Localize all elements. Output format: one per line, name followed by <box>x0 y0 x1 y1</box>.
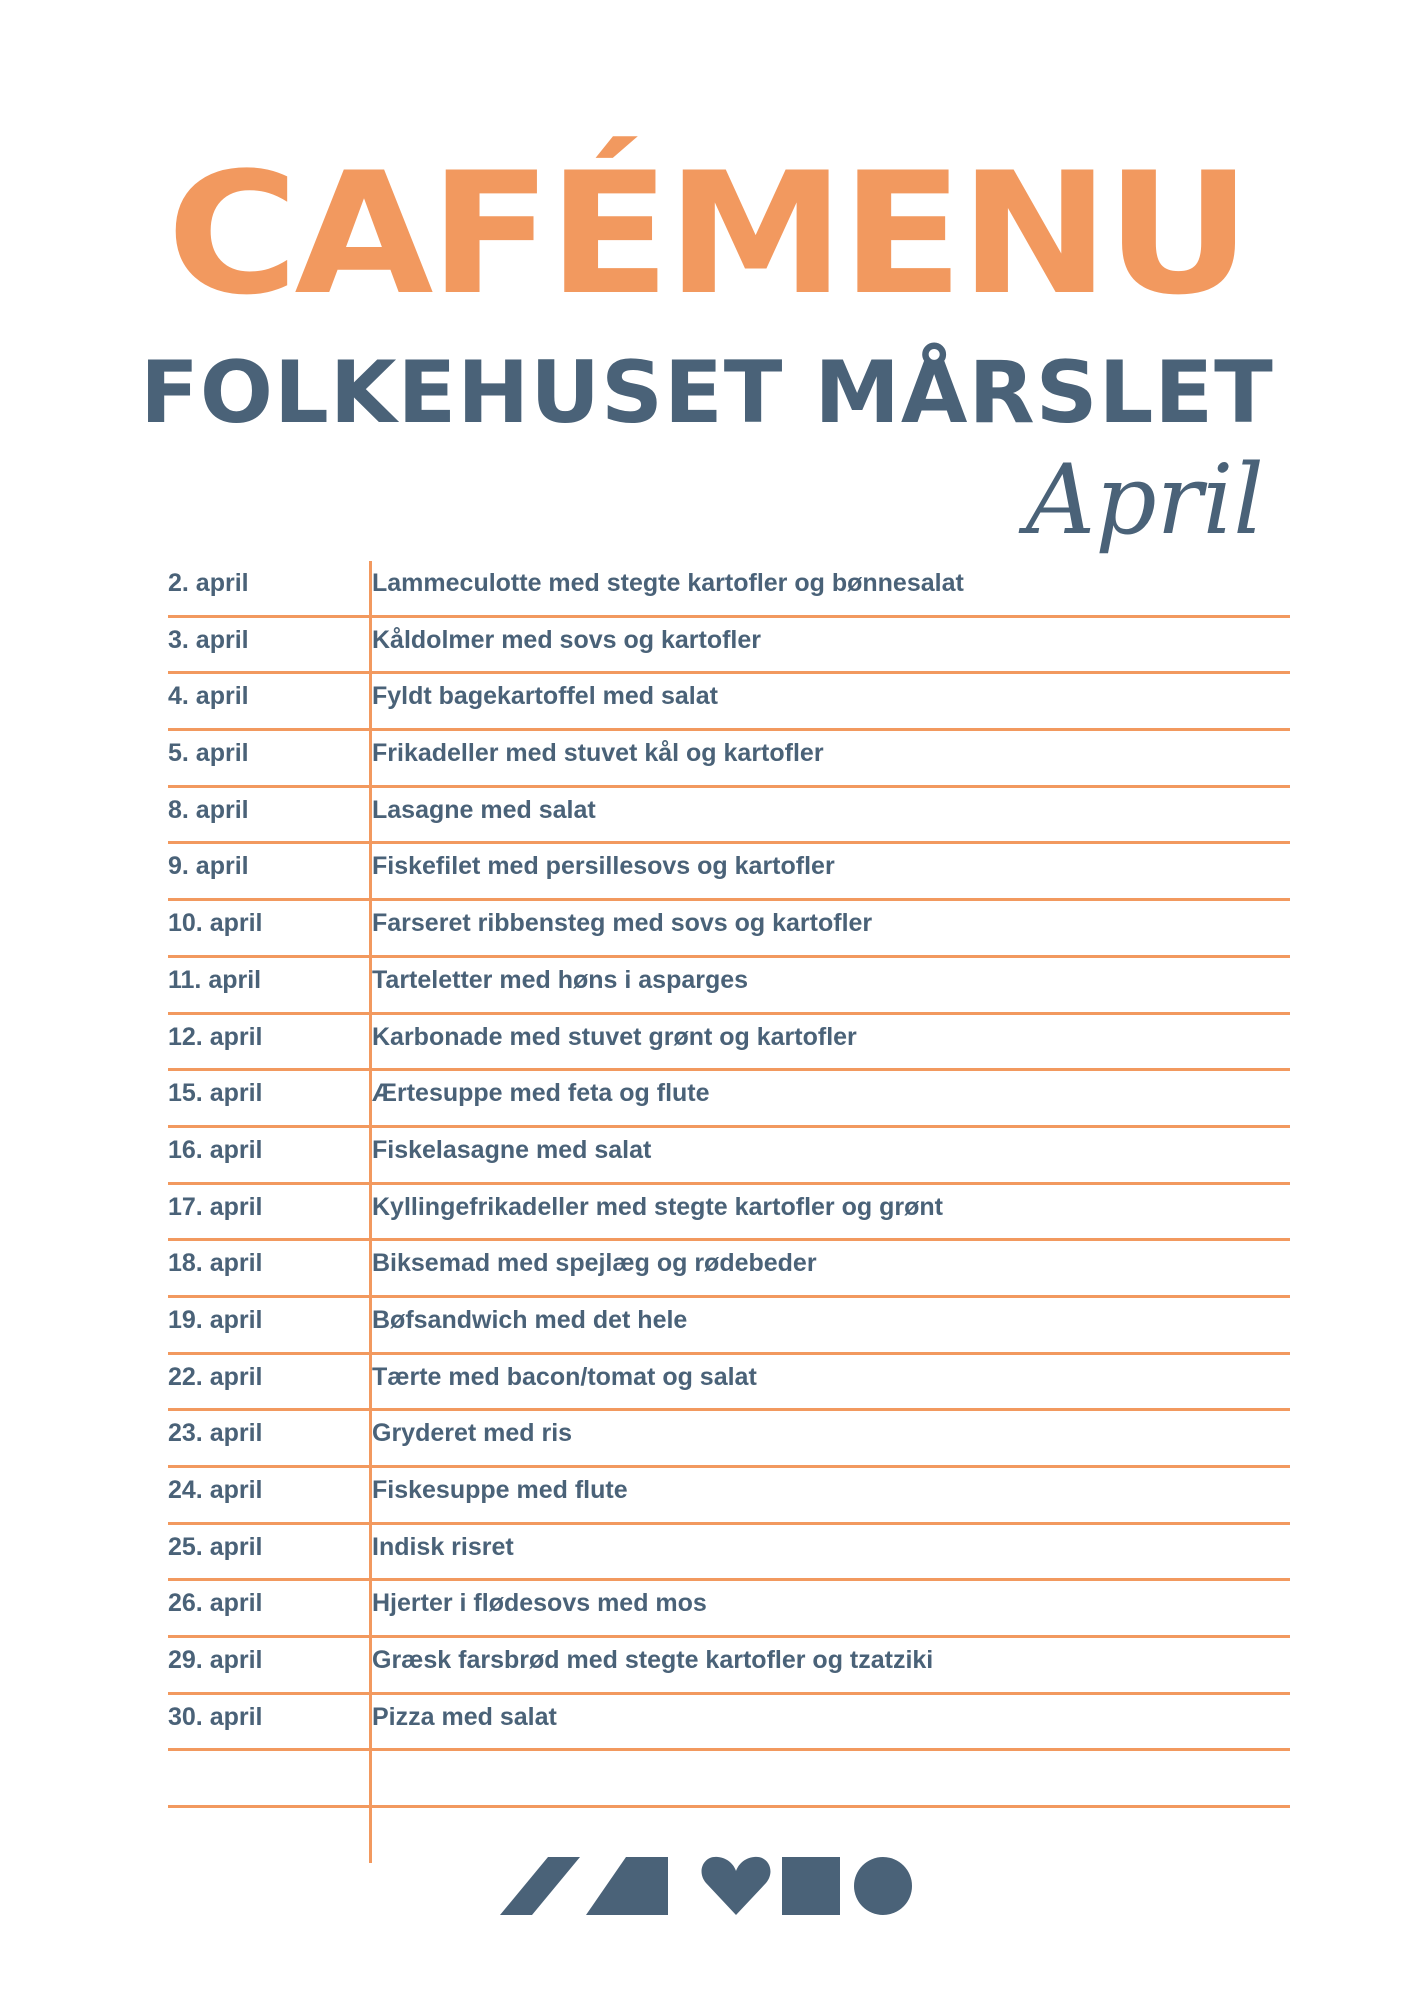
menu-row <box>168 1525 1290 1582</box>
menu-row <box>168 1695 1290 1752</box>
menu-list <box>168 561 1290 1808</box>
menu-row <box>168 958 1290 1015</box>
menu-date: 15. april <box>168 1079 263 1108</box>
circle-shape <box>854 1857 912 1915</box>
menu-dish: Frikadeller med stuvet kål og kartofler <box>372 739 824 768</box>
menu-date: 11. april <box>168 965 262 994</box>
menu-date: 22. april <box>168 1362 263 1391</box>
menu-dish: Tærte med bacon/tomat og salat <box>372 1362 757 1391</box>
month-label: April <box>1025 444 1264 556</box>
menu-date: 4. april <box>168 682 249 711</box>
menu-row <box>168 561 1290 618</box>
menu-row <box>168 1638 1290 1695</box>
menu-row <box>168 1581 1290 1638</box>
menu-row <box>168 1468 1290 1525</box>
heart-icon <box>702 1857 771 1915</box>
menu-row <box>168 844 1290 901</box>
menu-date: 8. april <box>168 795 249 824</box>
menu-date: 30. april <box>168 1702 263 1731</box>
menu-row <box>168 1298 1290 1355</box>
menu-date: 16. april <box>168 1135 263 1164</box>
folkehuset-logo <box>500 1855 920 1917</box>
menu-date: 23. april <box>168 1419 263 1448</box>
menu-date: 17. april <box>168 1192 263 1221</box>
page-title: CAFÉMENU <box>166 136 1248 332</box>
menu-date: 24. april <box>168 1476 263 1504</box>
page-subtitle: FOLKEHUSET MÅRSLET <box>140 343 1274 443</box>
menu-date: 25. april <box>168 1532 263 1561</box>
menu-dish: Græsk farsbrød med stegte kartofler og tzatziki <box>372 1646 934 1675</box>
menu-row <box>168 1185 1290 1242</box>
menu-date: 3. april <box>168 625 249 654</box>
menu-dish: Biksemad med spejlæg og rødebeder <box>372 1249 817 1278</box>
menu-dish: Farseret ribbensteg med sovs og kartofler <box>372 909 873 938</box>
square-shape <box>782 1857 840 1915</box>
menu-row <box>168 1411 1290 1468</box>
menu-row <box>168 731 1290 788</box>
menu-dish: Kåldolmer med sovs og kartofler <box>372 625 762 654</box>
menu-dish: Fyldt bagekartoffel med salat <box>372 682 718 711</box>
menu-row <box>168 1128 1290 1185</box>
menu-dish: Gryderet med ris <box>372 1419 573 1448</box>
menu-date: 18. april <box>168 1249 263 1278</box>
menu-dish: Tarteletter med høns i asparges <box>372 965 749 994</box>
menu-row <box>168 788 1290 845</box>
menu-dish: Fiskefilet med persillesovs og kartofler <box>372 852 835 881</box>
menu-dish: Karbonade med stuvet grønt og kartofler <box>372 1022 857 1051</box>
menu-dish: Bøfsandwich med det hele <box>372 1305 688 1334</box>
menu-dish: Hjerter i flødesovs med mos <box>372 1589 707 1618</box>
menu-dish: Kyllingefrikadeller med stegte kartofler og grønt <box>372 1192 943 1221</box>
menu-row <box>168 1015 1290 1072</box>
menu-date: 9. april <box>168 852 249 881</box>
menu-date: 10. april <box>168 909 263 938</box>
menu-row <box>168 618 1290 675</box>
menu-row <box>168 1071 1290 1128</box>
menu-dish: Ærtesuppe med feta og flute <box>372 1079 710 1108</box>
parallelogram-shape <box>500 1857 580 1915</box>
menu-dish: Pizza med salat <box>372 1702 557 1731</box>
menu-dish: Fiskesuppe med flute <box>372 1476 628 1504</box>
menu-dish: Lasagne med salat <box>372 795 596 824</box>
menu-date: 19. april <box>168 1305 263 1334</box>
menu-date: 26. april <box>168 1589 263 1618</box>
menu-dish: Fiskelasagne med salat <box>372 1135 652 1164</box>
menu-row <box>168 1241 1290 1298</box>
menu-date: 2. april <box>168 569 249 597</box>
menu-row <box>168 901 1290 958</box>
menu-row-empty <box>168 1751 1290 1808</box>
trapezoid-shape <box>586 1857 668 1915</box>
menu-date: 12. april <box>168 1022 263 1051</box>
menu-date: 29. april <box>168 1646 263 1675</box>
menu-row <box>168 1355 1290 1412</box>
menu-dish: Lammeculotte med stegte kartofler og bønnesalat <box>372 569 964 597</box>
menu-date: 5. april <box>168 739 249 768</box>
menu-row <box>168 674 1290 731</box>
menu-dish: Indisk risret <box>372 1532 514 1561</box>
